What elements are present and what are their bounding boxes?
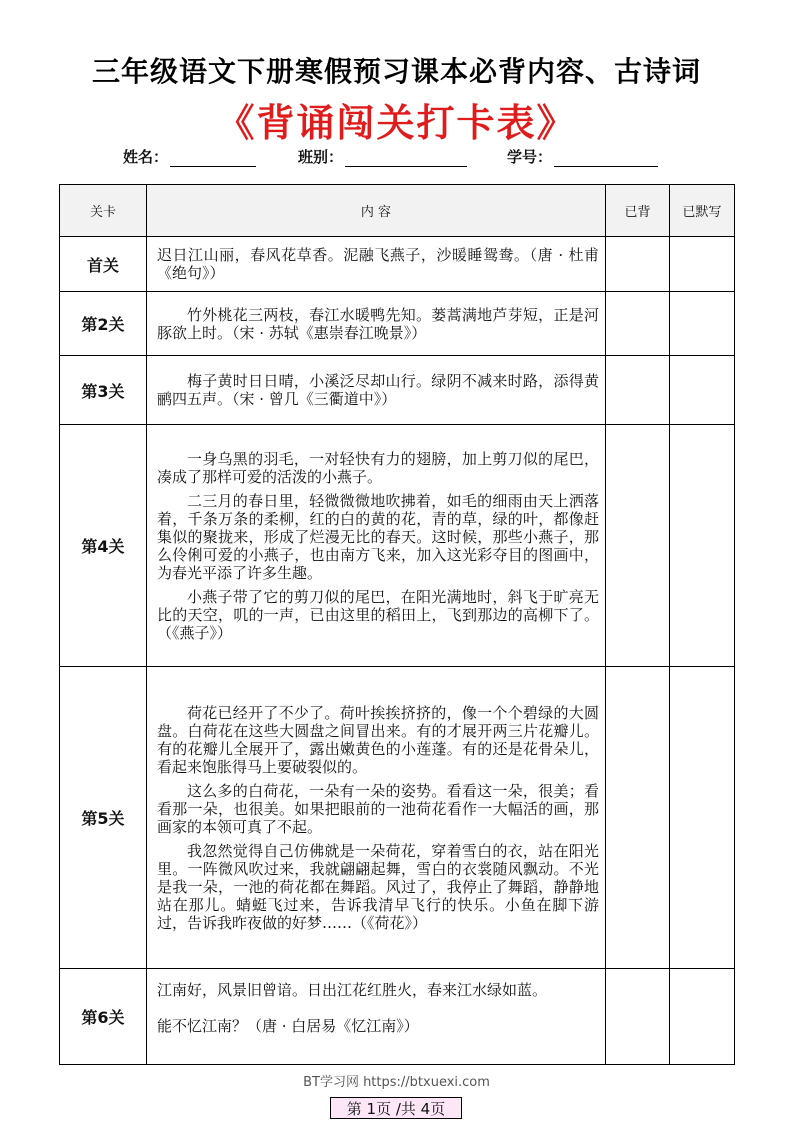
content-paragraph: 迟日江山丽，春风花草香。泥融飞燕子，沙暖睡鸳鸯。（唐 · 杜甫《绝句》） [157,246,599,282]
recited-checkbox-cell[interactable] [606,969,670,1065]
dictated-checkbox-cell[interactable] [670,667,735,969]
dictated-checkbox-cell[interactable] [670,237,735,292]
content-paragraph: 我忽然觉得自己仿佛就是一朵荷花，穿着雪白的衣，站在阳光里。一阵微风吹过来，我就翩翩起舞，雪白的衣裳随风飘动。不光是我一朵，一池的荷花都在舞蹈。风过了，我停止了舞蹈，静静地站在那儿。蜻蜓飞过来，告诉我清早飞行的快乐。小鱼在脚下游过，告诉我昨夜做的好梦……（《荷花》） [157,841,599,932]
class-label: 班别： [298,148,344,166]
content-cell [147,425,606,667]
content-cell [147,667,606,969]
name-field[interactable] [123,146,256,167]
student-id-blank[interactable] [554,150,658,167]
table-row [60,237,735,292]
table-row [60,425,735,667]
content-paragraph: 梅子黄时日日晴，小溪泛尽却山行。绿阴不减来时路，添得黄鹂四五声。（宋 · 曾几《三衢道中》） [157,372,599,408]
content-paragraph: 能不忆江南？（唐 · 白居易《忆江南》） [157,1016,419,1035]
student-id-field[interactable] [507,146,658,167]
document-title: 三年级语文下册寒假预习课本必背内容、古诗词 [91,55,701,88]
table-header-row [60,185,735,237]
content-paragraph: 竹外桃花三两枝，春江水暖鸭先知。蒌蒿满地芦芽短，正是河豚欲上时。（宋 · 苏轼《惠崇春江晚景》） [157,305,599,342]
content-paragraph: 江南好，风景旧曾谙。日出江花红胜火，春来江水绿如蓝。 [157,980,548,999]
level-cell: 首关 [60,237,147,292]
level-cell: 第3关 [60,356,147,425]
recited-checkbox-cell[interactable] [606,425,670,667]
column-header-dictated: 已默写 [670,185,735,237]
student-id-label: 学号： [507,148,553,166]
content-paragraph: 这么多的白荷花，一朵有一朵的姿势。看看这一朵，很美；看看那一朵，也很美。如果把眼前的一池荷花看作一大幅活的画，那画家的本领可真了不起。 [157,781,599,836]
column-header-level: 关卡 [60,185,147,237]
dictated-checkbox-cell[interactable] [670,425,735,667]
recited-checkbox-cell[interactable] [606,667,670,969]
name-blank[interactable] [170,150,256,167]
page-number-badge: 第 1页 /共 4页 [330,1097,462,1119]
table-row [60,356,735,425]
dictated-checkbox-cell[interactable] [670,356,735,425]
content-paragraph: 一身乌黑的羽毛，一对轻快有力的翅膀，加上剪刀似的尾巴，凑成了那样可爱的活泼的小燕子。 [157,449,599,486]
content-paragraph: 荷花已经开了不少了。荷叶挨挨挤挤的，像一个个碧绿的大圆盘。白荷花在这些大圆盘之间冒出来。有的才展开两三片花瓣儿。有的花瓣儿全展开了，露出嫩黄色的小莲蓬。有的还是花骨朵儿，看起来饱胀得马上要破裂似的。 [157,703,599,776]
dictated-checkbox-cell[interactable] [670,969,735,1065]
content-paragraph: 二三月的春日里，轻微微微地吹拂着，如毛的细雨由天上洒落着，千条万条的柔柳，红的白的黄的花，青的草，绿的叶，都像赶集似的聚拢来，形成了烂漫无比的春天。这时候，那些小燕子，那么伶俐可爱的小燕子，也由南方飞来，加入这光彩夺目的图画中，为春光平添了许多生趣。 [157,491,599,582]
column-header-content: 内 容 [147,185,606,237]
level-cell: 第5关 [60,667,147,969]
footer-site-link[interactable]: BT学习网 https://btxuexi.com [303,1075,490,1090]
level-cell: 第2关 [60,292,147,356]
class-blank[interactable] [345,150,467,167]
content-cell [147,292,606,356]
name-label: 姓名： [123,148,169,166]
column-header-recited: 已背 [606,185,670,237]
recited-checkbox-cell[interactable] [606,237,670,292]
content-paragraph: 小燕子带了它的剪刀似的尾巴，在阳光满地时，斜飞于旷亮无比的天空，叽的一声，已由这里的稻田上，飞到那边的高柳下了。（《燕子》） [157,587,599,642]
table-row [60,292,735,356]
recitation-checklist-table [59,184,735,1065]
class-field[interactable] [298,146,467,167]
dictated-checkbox-cell[interactable] [670,292,735,356]
recited-checkbox-cell[interactable] [606,292,670,356]
table-row [60,969,735,1065]
level-cell: 第4关 [60,425,147,667]
content-cell [147,969,606,1065]
student-info-row [0,146,793,170]
table-row [60,667,735,969]
recited-checkbox-cell[interactable] [606,356,670,425]
content-cell [147,237,606,292]
content-cell [147,356,606,425]
document-subtitle: 《背诵闯关打卡表》 [216,100,577,145]
level-cell: 第6关 [60,969,147,1065]
